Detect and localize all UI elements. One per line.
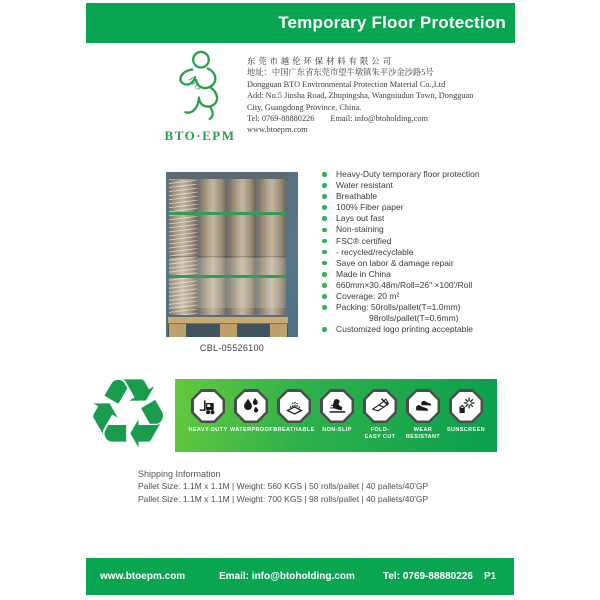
feature-item bbox=[322, 280, 512, 291]
banner-label: BREATHABLE bbox=[273, 427, 315, 433]
company-logo bbox=[154, 50, 246, 142]
feature-item bbox=[322, 291, 512, 302]
octagon-frame bbox=[191, 389, 225, 423]
pallet-leg bbox=[220, 324, 237, 337]
breathable-icon bbox=[284, 396, 305, 417]
feature-item bbox=[322, 202, 512, 213]
shipping-title: Shipping Information bbox=[138, 469, 221, 479]
footer-website: www.btoepm.com bbox=[100, 571, 186, 582]
feature-list bbox=[322, 169, 512, 335]
photo-sheen bbox=[169, 258, 286, 308]
feature-item bbox=[322, 213, 512, 224]
shipping-line-2: Pallet Size: 1.1M x 1.1M | Weight: 700 KGS | 98 rolls/pallet | 40 pallets/40'GP bbox=[138, 493, 429, 504]
bullet-icon bbox=[322, 250, 327, 255]
feature-item bbox=[322, 324, 512, 335]
green-strap bbox=[169, 275, 286, 278]
banner-label: FOLD- EASY CUT bbox=[364, 427, 396, 440]
footer-tel: Tel: 0769-88880226 bbox=[383, 571, 473, 582]
pallet-deck bbox=[168, 317, 288, 324]
header-bar bbox=[86, 3, 515, 43]
page-title: Temporary Floor Protection bbox=[278, 13, 506, 32]
company-name-cn: 东莞市越伦环保材料有限公司 bbox=[247, 57, 394, 66]
octagon-frame bbox=[363, 389, 397, 423]
bullet-icon bbox=[322, 327, 327, 332]
feature-icon-banner bbox=[175, 379, 497, 452]
pallet-legs bbox=[168, 324, 288, 337]
company-name-en: Dongguan BTO Environmental Protection Material Co.,Ltd bbox=[247, 79, 446, 89]
bullet-icon bbox=[322, 228, 327, 233]
sunscreen-icon bbox=[456, 396, 477, 417]
footer-bar bbox=[86, 558, 514, 595]
product-photo bbox=[166, 172, 298, 337]
feature-item bbox=[322, 236, 512, 247]
wooden-pallet bbox=[168, 317, 288, 337]
feature-text: Made in China bbox=[336, 268, 391, 279]
footer-page-number: P1 bbox=[484, 571, 497, 582]
feature-text: Heavy-Duty temporary floor protection bbox=[336, 169, 480, 179]
company-address-en-2: City, Guangdong Province, China. bbox=[247, 102, 362, 112]
feature-text: Customized logo printing acceptable bbox=[336, 324, 474, 335]
product-code-caption: CBL-05526100 bbox=[199, 343, 265, 353]
footer-email: Email: info@btoholding.com bbox=[219, 571, 355, 582]
company-email: Email: info@btoholding.com bbox=[330, 114, 428, 124]
pallet-leg bbox=[169, 324, 186, 337]
bullet-icon bbox=[322, 283, 327, 288]
logo-wordmark: BTO·EPM bbox=[164, 128, 236, 143]
feature-text: 98rolls/pallet(T=0.6mm) bbox=[369, 313, 459, 324]
feature-item bbox=[322, 180, 512, 191]
forklift-icon bbox=[198, 396, 219, 417]
bullet-icon bbox=[322, 239, 327, 244]
feature-text: Lays out fast bbox=[336, 213, 385, 224]
wrap-seam bbox=[169, 256, 286, 257]
feature-item bbox=[322, 224, 512, 235]
company-info bbox=[247, 56, 479, 136]
bullet-icon bbox=[322, 183, 327, 188]
water-drops-icon bbox=[241, 396, 262, 417]
banner-item-breathable bbox=[273, 389, 315, 452]
company-address-cn: 地址：中国广东省东莞市望牛墩镇朱平沙金沙路5号 bbox=[247, 68, 434, 78]
feature-text: - recycled/recyclable bbox=[336, 246, 414, 257]
banner-label: WEAR RESISTANT bbox=[405, 427, 441, 440]
banner-label: SUNSCREEN bbox=[446, 427, 486, 433]
banner-item-fold-easy-cut bbox=[359, 389, 401, 452]
non-slip-icon bbox=[327, 396, 348, 417]
bullet-icon bbox=[322, 194, 327, 199]
feature-text: 660mm×30.48m/Roll=26" ×100'/Roll bbox=[336, 279, 473, 290]
company-website: www.btoepm.com bbox=[247, 125, 308, 135]
bullet-icon bbox=[322, 261, 327, 266]
logo-inner-text: BTO bbox=[186, 74, 203, 92]
pallet-leg bbox=[270, 324, 287, 337]
company-tel: Tel: 0769-88880226 bbox=[247, 114, 315, 124]
feature-item bbox=[322, 191, 512, 202]
octagon-frame bbox=[320, 389, 354, 423]
feature-text: 100% Fiber paper bbox=[336, 202, 404, 213]
octagon-frame bbox=[449, 389, 483, 423]
feature-item bbox=[322, 247, 512, 258]
banner-item-sunscreen bbox=[445, 389, 487, 452]
feature-text: Water resistant bbox=[336, 180, 393, 191]
wear-resistant-icon bbox=[413, 396, 434, 417]
feature-item bbox=[322, 269, 512, 280]
bullet-icon bbox=[322, 305, 327, 310]
feature-text: Non-staining bbox=[336, 224, 384, 235]
feature-text: Coverage: 20 m² bbox=[336, 291, 400, 302]
octagon-frame bbox=[234, 389, 268, 423]
bullet-icon bbox=[322, 205, 327, 210]
feature-text: FSC® certified bbox=[336, 235, 392, 246]
banner-label: WATERPROOF bbox=[230, 427, 274, 433]
bullet-icon bbox=[322, 172, 327, 177]
feature-text: Packing: 50rolls/pallet(T=1.0mm) bbox=[336, 302, 461, 313]
fold-easy-cut-icon bbox=[370, 396, 391, 417]
banner-item-waterproof bbox=[230, 389, 272, 452]
feature-item-continuation bbox=[322, 313, 512, 324]
shipping-line-1: Pallet Size: 1.1M x 1.1M | Weight: 560 KGS | 50 rolls/pallet | 40 pallets/40'GP bbox=[138, 481, 429, 492]
shipping-info bbox=[138, 468, 428, 505]
octagon-frame bbox=[406, 389, 440, 423]
feature-text: Breathable bbox=[336, 191, 378, 202]
recycle-icon: ♻ bbox=[84, 358, 172, 470]
banner-item-heavy-duty bbox=[187, 389, 229, 452]
bullet-icon bbox=[322, 294, 327, 299]
banner-item-non-slip bbox=[316, 389, 358, 452]
octagon-frame bbox=[277, 389, 311, 423]
company-contact bbox=[247, 113, 479, 124]
bullet-icon bbox=[322, 216, 327, 221]
feature-text: Save on labor & damage repair bbox=[336, 257, 454, 268]
green-strap bbox=[169, 212, 286, 215]
banner-label: NON-SLIP bbox=[322, 427, 352, 433]
banner-label: HEAVY-DUTY bbox=[188, 427, 228, 433]
bto-runner-logo-icon bbox=[167, 50, 233, 122]
bullet-icon bbox=[322, 272, 327, 277]
feature-item bbox=[322, 169, 512, 180]
feature-item bbox=[322, 302, 512, 313]
company-address-en-1: Add: No.5 Jinsha Road, Zhupingsha, Wangniudun Town, Dongguan bbox=[247, 91, 474, 101]
banner-item-wear-resistant bbox=[402, 389, 444, 452]
feature-item bbox=[322, 258, 512, 269]
